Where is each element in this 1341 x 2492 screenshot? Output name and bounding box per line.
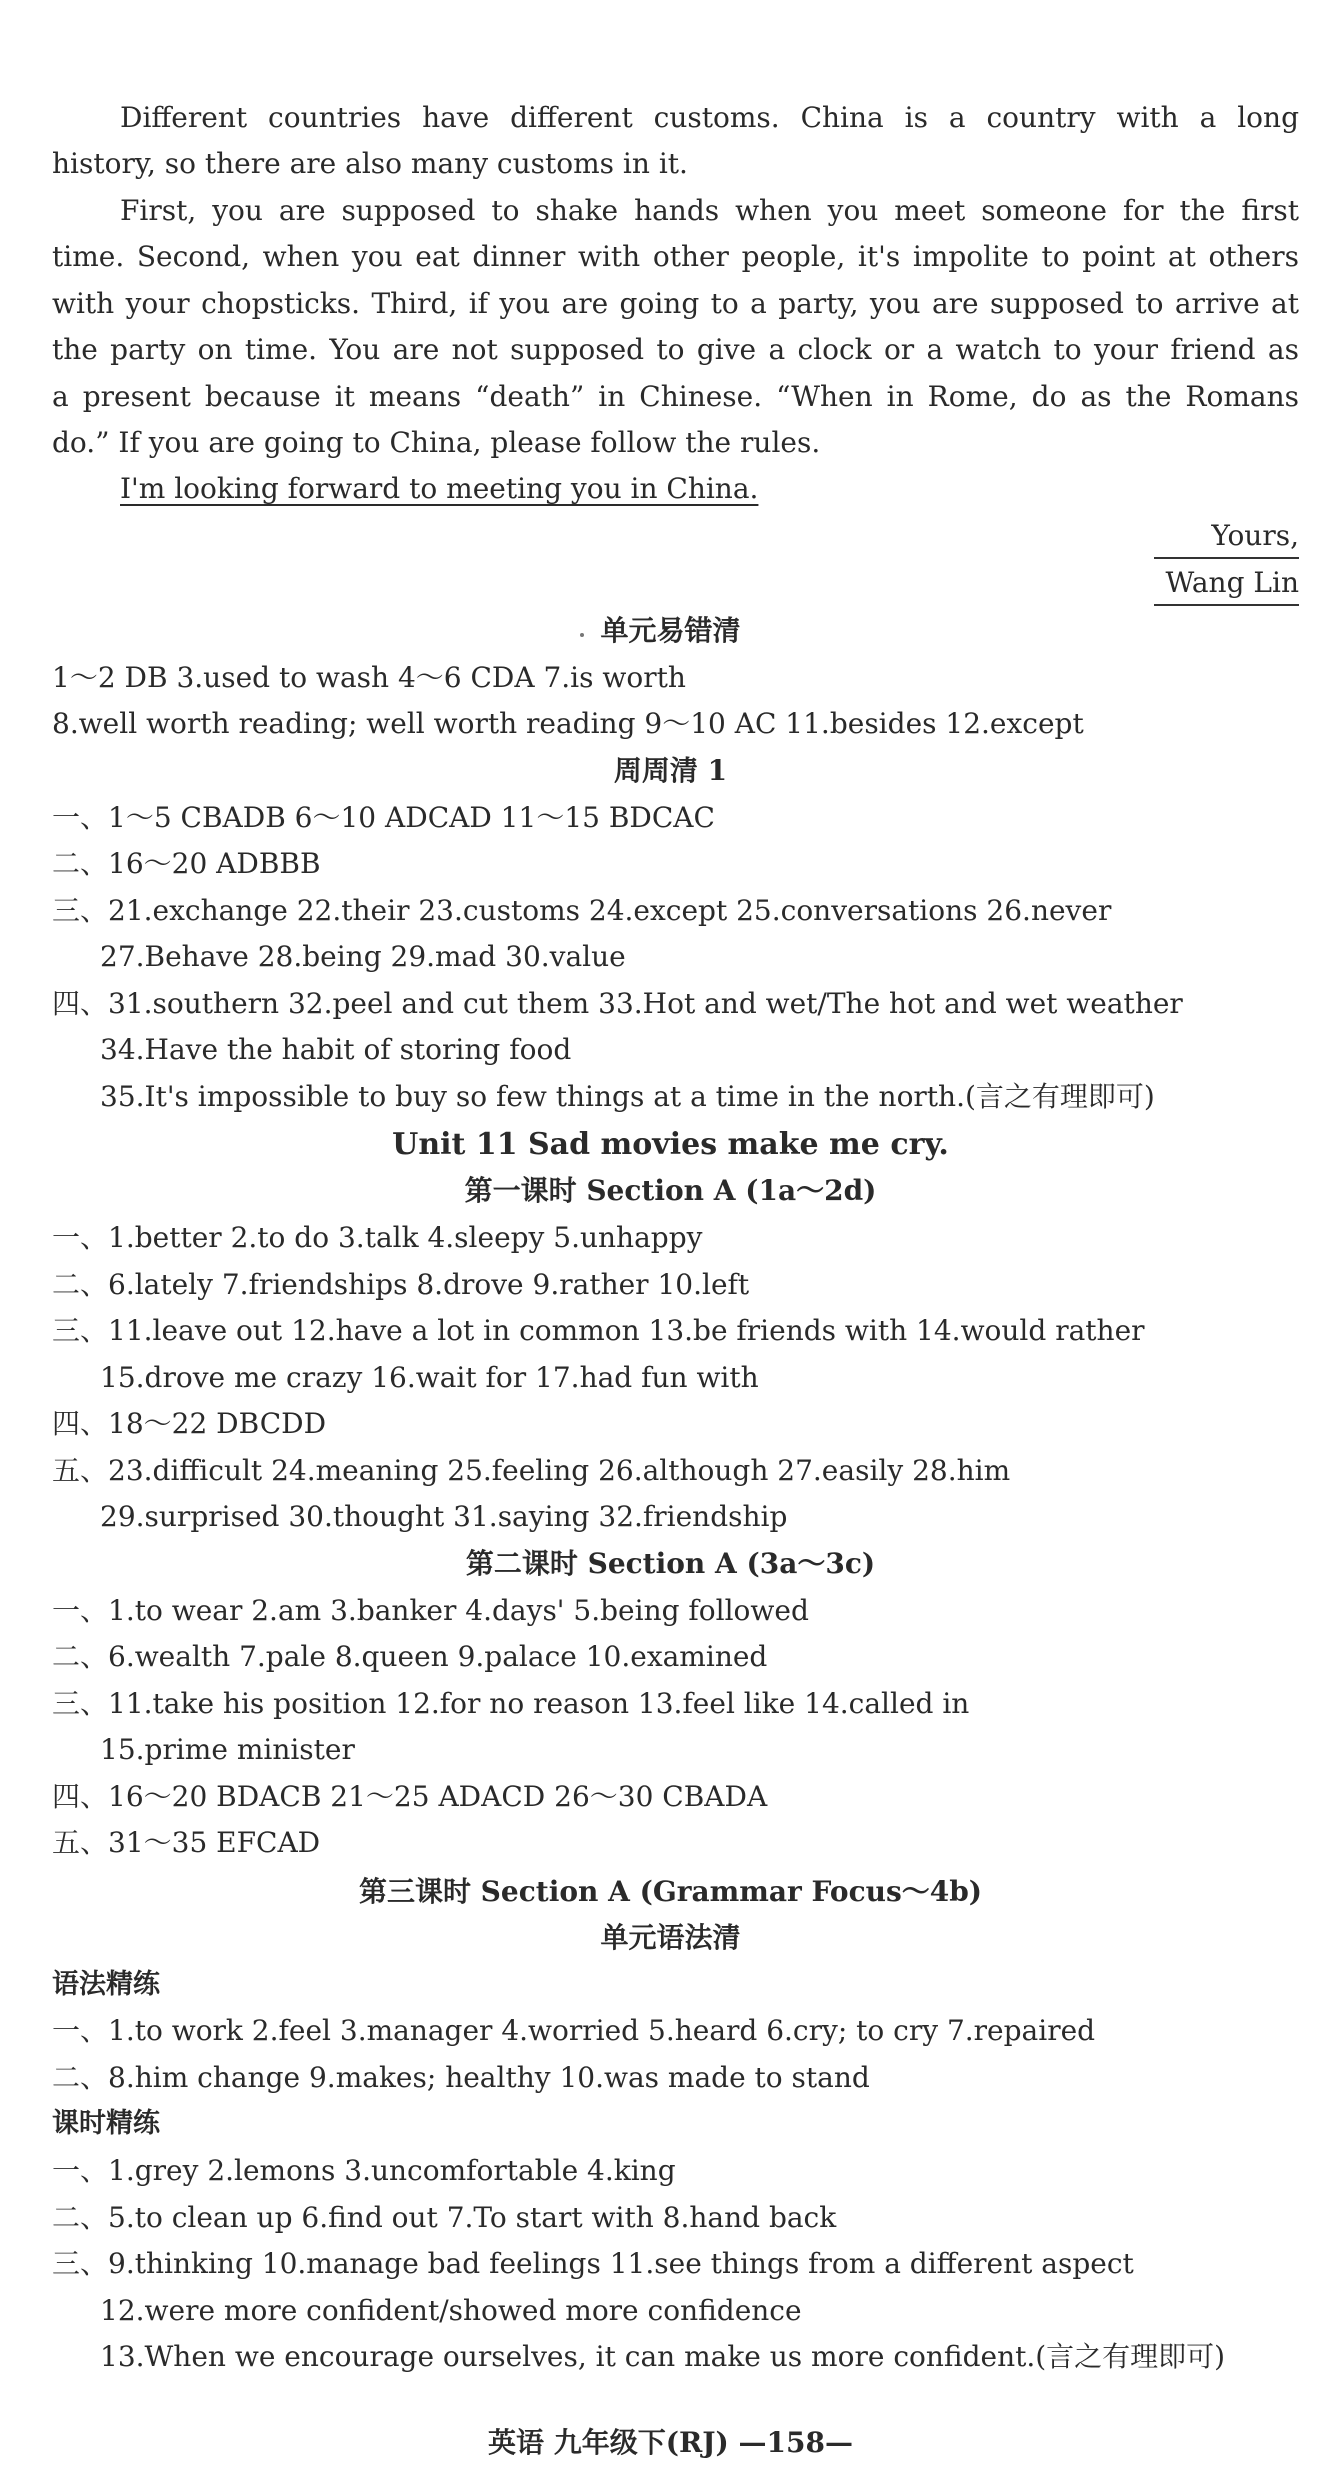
unit-errors-title: 单元易错清 xyxy=(600,614,741,647)
weekly-line-3: 三、21.exchange 22.their 23.customs 24.except 25.conversations 26.never xyxy=(52,894,1112,927)
lesson-1-line-5: 四、18～22 DBCDD xyxy=(52,1407,327,1440)
lesson-2-title: 第二课时 Section A (3a～3c) xyxy=(465,1547,876,1580)
letter-paragraph-2-line-5: a present because it means “death” in Chinese. “When in Rome, do as the Romans xyxy=(52,380,1299,413)
lesson-2-line-1: 一、1.to wear 2.am 3.banker 4.days' 5.being followed xyxy=(52,1594,809,1627)
letter-paragraph-3-wrap xyxy=(120,466,1299,512)
page-footer: 英语 九年级下(RJ) —158— xyxy=(488,2426,853,2459)
weekly-title: 周周清 1 xyxy=(613,754,728,787)
lesson-2-line-2: 二、6.wealth 7.pale 8.queen 9.palace 10.examined xyxy=(52,1640,768,1673)
signature-underline xyxy=(1154,604,1299,606)
lesson-1-line-3: 三、11.leave out 12.have a lot in common 13.be friends with 14.would rather xyxy=(52,1314,1145,1347)
practice-line-1: 一、1.grey 2.lemons 3.uncomfortable 4.king xyxy=(52,2154,676,2187)
weekly-line-1: 一、1～5 CBADB 6～10 ADCAD 11～15 BDCAC xyxy=(52,801,715,834)
letter-paragraph-2-line-1: First, you are supposed to shake hands when you meet someone for the first xyxy=(120,194,1299,227)
unit-errors-line-1: 1～2 DB 3.used to wash 4～6 CDA 7.is worth xyxy=(52,661,686,694)
lesson-1-line-6: 五、23.difficult 24.meaning 25.feeling 26.although 27.easily 28.him xyxy=(52,1454,1011,1487)
letter-paragraph-2-line-6: do.” If you are going to China, please follow the rules. xyxy=(52,426,821,459)
lesson-2-line-4: 15.prime minister xyxy=(100,1733,355,1766)
weekly-line-6: 34.Have the habit of storing food xyxy=(100,1033,572,1066)
practice-line-5: 13.When we encourage ourselves, it can make us more confident.(言之有理即可) xyxy=(100,2340,1226,2373)
grammar-line-1: 一、1.to work 2.feel 3.manager 4.worried 5.heard 6.cry; to cry 7.repaired xyxy=(52,2014,1096,2047)
letter-paragraph-1-line-1: Different countries have different customs. China is a country with a long xyxy=(120,101,1299,134)
lesson-1-line-7: 29.surprised 30.thought 31.saying 32.friendship xyxy=(100,1500,788,1533)
grammar-title: 单元语法清 xyxy=(600,1921,741,1954)
signature-rule xyxy=(1154,557,1299,559)
practice-line-3: 三、9.thinking 10.manage bad feelings 11.see things from a different aspect xyxy=(52,2247,1134,2280)
lesson-3-title: 第三课时 Section A (Grammar Focus～4b) xyxy=(358,1875,983,1908)
lesson-1-line-2: 二、6.lately 7.friendships 8.drove 9.rather 10.left xyxy=(52,1268,750,1301)
letter-paragraph-3: I'm looking forward to meeting you in China. xyxy=(120,472,759,505)
lesson-2-line-6: 五、31～35 EFCAD xyxy=(52,1826,321,1859)
lesson-2-line-3: 三、11.take his position 12.for no reason 13.feel like 14.called in xyxy=(52,1687,970,1720)
unit-errors-line-2: 8.well worth reading; well worth reading 9～10 AC 11.besides 12.except xyxy=(52,707,1084,740)
letter-paragraph-2-line-3: with your chopsticks. Third, if you are going to a party, you are supposed to arrive at xyxy=(52,287,1299,320)
practice-line-4: 12.were more confident/showed more confidence xyxy=(100,2294,802,2327)
weekly-line-5: 四、31.southern 32.peel and cut them 33.Hot and wet/The hot and wet weather xyxy=(52,987,1183,1020)
letter-paragraph-1-line-2: history, so there are also many customs in it. xyxy=(52,147,688,180)
letter-signature: Wang Lin xyxy=(1165,566,1299,599)
lesson-2-line-5: 四、16～20 BDACB 21～25 ADACD 26～30 CBADA xyxy=(52,1780,768,1813)
weekly-line-2: 二、16～20 ADBBB xyxy=(52,847,321,880)
weekly-line-7: 35.It's impossible to buy so few things at a time in the north.(言之有理即可) xyxy=(100,1080,1155,1113)
lesson-1-title: 第一课时 Section A (1a～2d) xyxy=(464,1174,877,1207)
letter-paragraph-2-line-2: time. Second, when you eat dinner with other people, it's impolite to point at others xyxy=(52,240,1299,273)
letter-paragraph-2-line-4: the party on time. You are not supposed to give a clock or a watch to your friend as xyxy=(52,333,1299,366)
practice-line-2: 二、5.to clean up 6.find out 7.To start with 8.hand back xyxy=(52,2201,837,2234)
grammar-practice-label: 语法精练 xyxy=(52,1969,160,2000)
unit-title: Unit 11 Sad movies make me cry. xyxy=(392,1127,949,1162)
weekly-line-4: 27.Behave 28.being 29.mad 30.value xyxy=(100,940,626,973)
letter-closing: Yours, xyxy=(1211,519,1299,552)
lesson-1-line-4: 15.drove me crazy 16.wait for 17.had fun with xyxy=(100,1361,759,1394)
lesson-1-line-1: 一、1.better 2.to do 3.talk 4.sleepy 5.unhappy xyxy=(52,1221,703,1254)
lesson-practice-label: 课时精练 xyxy=(52,2108,160,2139)
grammar-line-2: 二、8.him change 9.makes; healthy 10.was made to stand xyxy=(52,2061,870,2094)
